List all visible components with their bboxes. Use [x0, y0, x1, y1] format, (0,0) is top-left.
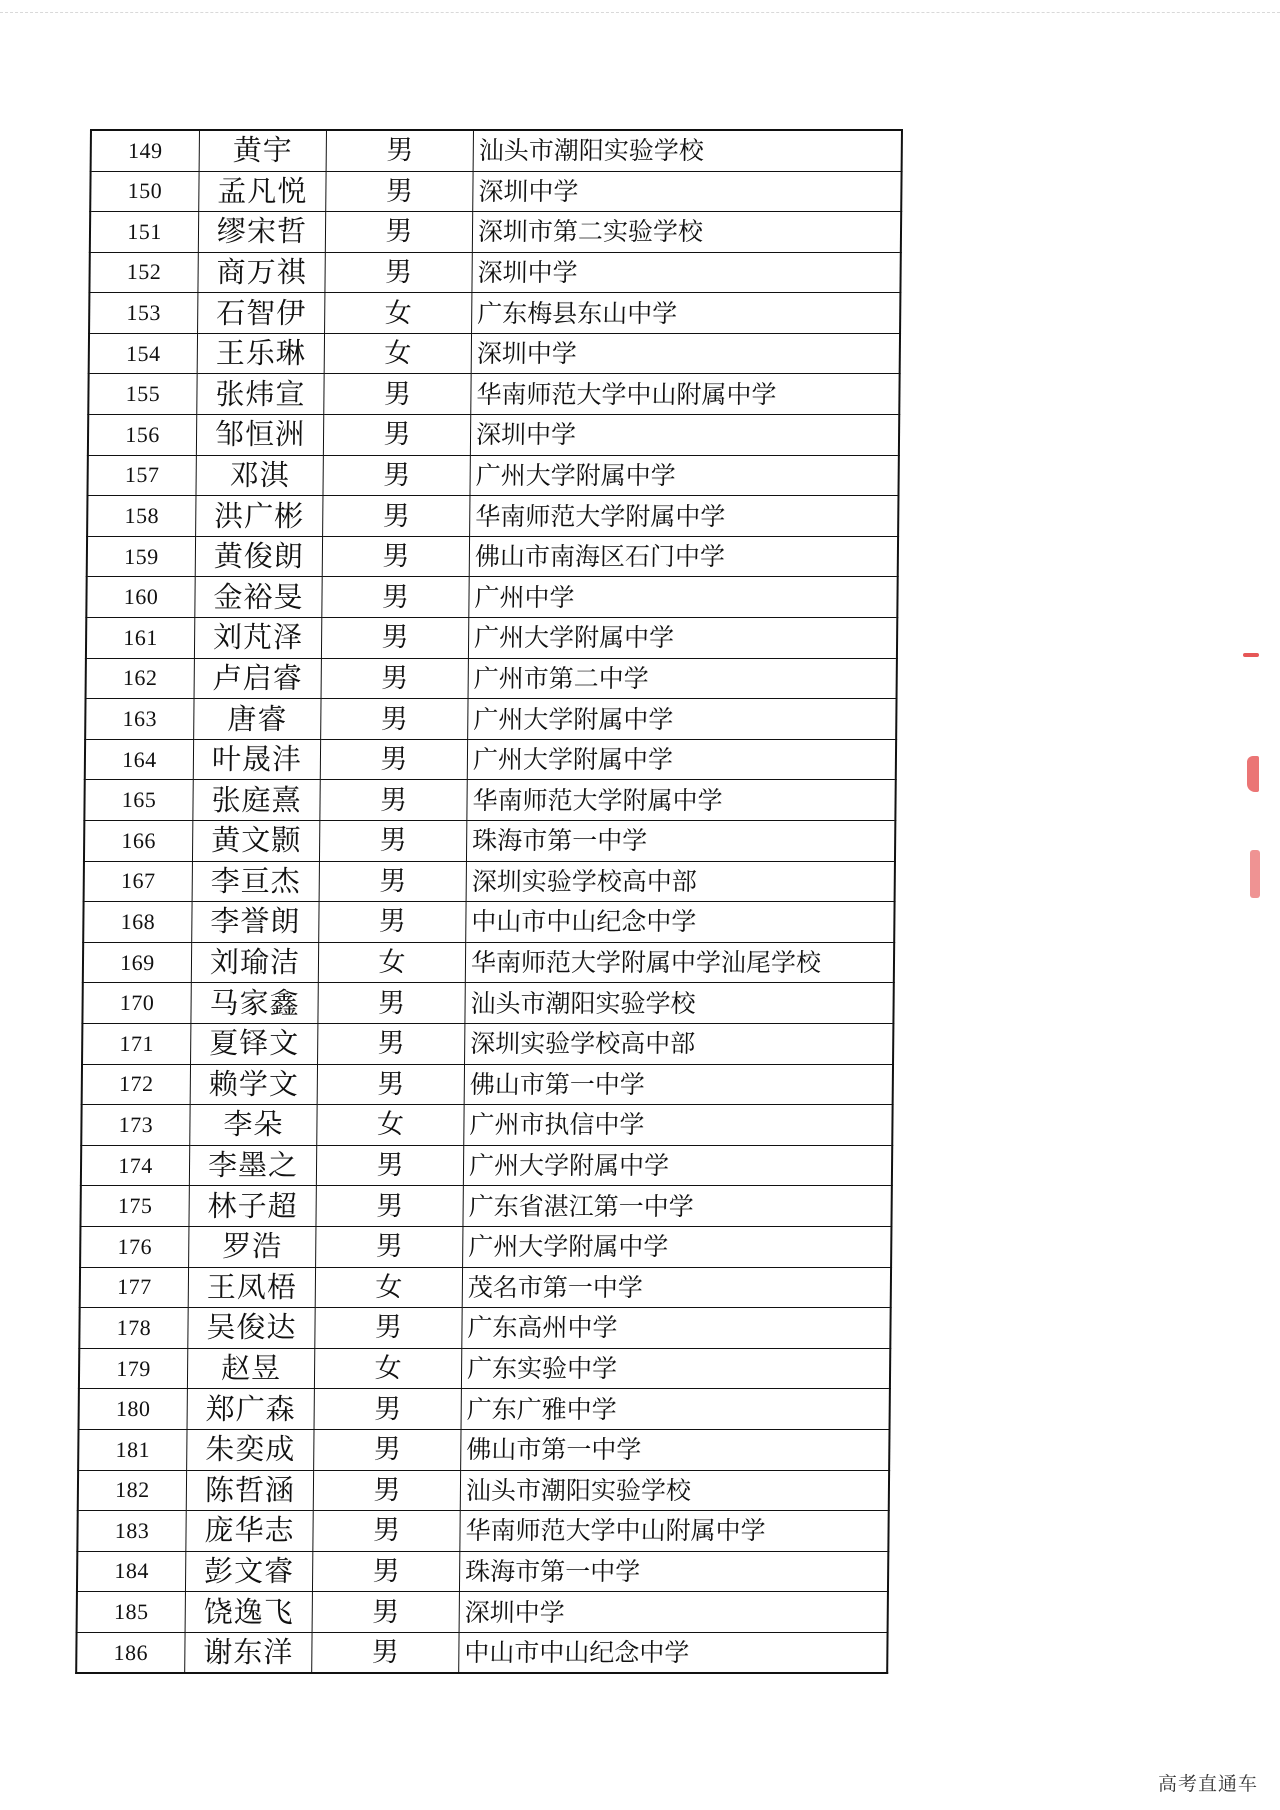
student-name-cell: 陈哲涵 — [186, 1470, 313, 1511]
table-row — [81, 1105, 892, 1146]
row-number-cell: 178 — [79, 1308, 188, 1349]
school-cell: 广州大学附属中学 — [463, 1226, 892, 1267]
student-name-cell: 缪宋哲 — [198, 212, 325, 253]
student-name-cell: 黄宇 — [199, 130, 326, 171]
gender-cell: 男 — [316, 1226, 463, 1267]
student-name-cell: 夏铎文 — [191, 1023, 318, 1064]
gender-cell: 男 — [319, 821, 466, 862]
gender-cell: 女 — [317, 1105, 464, 1146]
school-cell: 广州大学附属中学 — [463, 1145, 892, 1186]
student-name-cell: 林子超 — [189, 1186, 316, 1227]
row-number-cell: 174 — [81, 1145, 190, 1186]
school-cell: 汕头市潮阳实验学校 — [473, 130, 902, 171]
gender-cell: 男 — [324, 374, 471, 415]
table-row — [79, 1308, 890, 1349]
school-cell: 佛山市南海区石门中学 — [469, 536, 898, 577]
school-cell: 深圳中学 — [473, 171, 902, 212]
gender-cell: 男 — [313, 1511, 460, 1552]
row-number-cell: 184 — [77, 1551, 186, 1592]
table-row — [81, 1145, 892, 1186]
scan-edge-line — [0, 12, 1280, 13]
school-cell: 广东梅县东山中学 — [472, 293, 901, 334]
school-cell: 珠海市第一中学 — [466, 821, 895, 862]
row-number-cell: 165 — [84, 780, 193, 821]
table-row — [78, 1429, 889, 1470]
gender-cell: 男 — [321, 658, 468, 699]
school-cell: 广州大学附属中学 — [468, 699, 897, 740]
student-name-cell: 黄俊朗 — [195, 536, 322, 577]
table-row — [82, 1064, 893, 1105]
table-row — [77, 1592, 888, 1633]
school-cell: 深圳市第二实验学校 — [472, 212, 901, 253]
gender-cell: 男 — [316, 1145, 463, 1186]
gender-cell: 女 — [315, 1267, 462, 1308]
gender-cell: 男 — [326, 130, 473, 171]
gender-cell: 男 — [323, 496, 470, 537]
student-name-cell: 洪广彬 — [196, 496, 323, 537]
student-name-cell: 王凤梧 — [188, 1267, 315, 1308]
gender-cell: 女 — [324, 333, 471, 374]
gender-cell: 女 — [314, 1348, 461, 1389]
table-row — [77, 1551, 888, 1592]
row-number-cell: 166 — [84, 821, 193, 862]
table-row — [85, 699, 896, 740]
table-row — [80, 1226, 891, 1267]
student-name-cell: 李墨之 — [189, 1145, 316, 1186]
row-number-cell: 158 — [87, 496, 196, 537]
red-stamp-fragment — [1243, 653, 1259, 657]
gender-cell: 男 — [325, 212, 472, 253]
row-number-cell: 160 — [86, 577, 195, 618]
gender-cell: 男 — [319, 861, 466, 902]
row-number-cell: 179 — [79, 1348, 188, 1389]
row-number-cell: 169 — [83, 942, 192, 983]
gender-cell: 男 — [317, 1064, 464, 1105]
row-number-cell: 172 — [82, 1064, 191, 1105]
school-cell: 华南师范大学附属中学 — [470, 496, 899, 537]
row-number-cell: 162 — [86, 658, 195, 699]
table-row — [90, 212, 901, 253]
student-name-cell: 孟凡悦 — [199, 171, 326, 212]
table-row — [80, 1267, 891, 1308]
student-name-cell: 李亘杰 — [192, 861, 319, 902]
gender-cell: 男 — [321, 699, 468, 740]
table-row — [80, 1186, 891, 1227]
student-name-cell: 石智伊 — [198, 293, 325, 334]
student-name-cell: 李朵 — [190, 1105, 317, 1146]
table-row — [88, 415, 899, 456]
row-number-cell: 156 — [88, 415, 197, 456]
roster-body — [76, 130, 902, 1673]
gender-cell: 男 — [312, 1592, 459, 1633]
school-cell: 深圳实验学校高中部 — [466, 861, 895, 902]
school-cell: 华南师范大学附属中学汕尾学校 — [465, 942, 894, 983]
row-number-cell: 159 — [87, 536, 196, 577]
student-name-cell: 金裕旻 — [195, 577, 322, 618]
school-cell: 深圳中学 — [471, 333, 900, 374]
school-cell: 广东广雅中学 — [461, 1389, 890, 1430]
table-row — [78, 1470, 889, 1511]
gender-cell: 男 — [318, 983, 465, 1024]
gender-cell: 男 — [314, 1429, 461, 1470]
row-number-cell: 182 — [78, 1470, 187, 1511]
table-row — [86, 658, 897, 699]
student-name-cell: 朱奕成 — [187, 1429, 314, 1470]
gender-cell: 女 — [325, 293, 472, 334]
row-number-cell: 164 — [85, 739, 194, 780]
row-number-cell: 155 — [88, 374, 197, 415]
red-stamp-fragment — [1247, 756, 1259, 792]
row-number-cell: 152 — [89, 252, 198, 293]
student-name-cell: 谢东洋 — [185, 1632, 312, 1673]
school-cell: 中山市中山纪念中学 — [459, 1632, 888, 1673]
table-row — [89, 252, 900, 293]
student-name-cell: 李誉朗 — [192, 902, 319, 943]
gender-cell: 男 — [321, 618, 468, 659]
school-cell: 中山市中山纪念中学 — [466, 902, 895, 943]
table-row — [83, 902, 894, 943]
school-cell: 广州市执信中学 — [464, 1105, 893, 1146]
table-row — [84, 821, 895, 862]
student-name-cell: 赵昱 — [187, 1348, 314, 1389]
row-number-cell: 168 — [83, 902, 192, 943]
school-cell: 广东实验中学 — [461, 1348, 890, 1389]
table-row — [87, 455, 898, 496]
gender-cell: 男 — [322, 536, 469, 577]
gender-cell: 男 — [312, 1551, 459, 1592]
student-name-cell: 刘芃泽 — [194, 618, 321, 659]
gender-cell: 男 — [316, 1186, 463, 1227]
table-row — [77, 1511, 888, 1552]
row-number-cell: 176 — [80, 1226, 189, 1267]
school-cell: 广东高州中学 — [462, 1308, 891, 1349]
student-name-cell: 卢启睿 — [194, 658, 321, 699]
table-row — [90, 171, 901, 212]
table-row — [88, 374, 899, 415]
row-number-cell: 154 — [89, 333, 198, 374]
table-row — [79, 1389, 890, 1430]
gender-cell: 男 — [312, 1632, 459, 1673]
table-row — [89, 293, 900, 334]
table-row — [82, 1023, 893, 1064]
school-cell: 广东省湛江第一中学 — [463, 1186, 892, 1227]
school-cell: 华南师范大学中山附属中学 — [460, 1511, 889, 1552]
row-number-cell: 167 — [84, 861, 193, 902]
gender-cell: 男 — [320, 780, 467, 821]
gender-cell: 男 — [323, 455, 470, 496]
student-name-cell: 彭文睿 — [185, 1551, 312, 1592]
student-name-cell: 郑广森 — [187, 1389, 314, 1430]
gender-cell: 男 — [318, 1023, 465, 1064]
student-name-cell: 商万祺 — [198, 252, 325, 293]
table-row — [87, 496, 898, 537]
school-cell: 佛山市第一中学 — [461, 1429, 890, 1470]
gender-cell: 男 — [322, 577, 469, 618]
row-number-cell: 173 — [81, 1105, 190, 1146]
row-number-cell: 183 — [77, 1511, 186, 1552]
school-cell: 茂名市第一中学 — [462, 1267, 891, 1308]
student-roster-table — [75, 129, 903, 1674]
student-name-cell: 饶逸飞 — [185, 1592, 312, 1633]
watermark-text: 高考直通车 — [1157, 1773, 1258, 1795]
row-number-cell: 177 — [80, 1267, 189, 1308]
row-number-cell: 185 — [77, 1592, 186, 1633]
row-number-cell: 150 — [90, 171, 199, 212]
school-cell: 广州大学附属中学 — [468, 618, 897, 659]
school-cell: 深圳中学 — [472, 252, 901, 293]
table-row — [86, 577, 897, 618]
gender-cell: 男 — [313, 1470, 460, 1511]
gender-cell: 男 — [319, 902, 466, 943]
row-number-cell: 161 — [86, 618, 195, 659]
table-row — [85, 739, 896, 780]
table-row — [89, 333, 900, 374]
row-number-cell: 171 — [82, 1023, 191, 1064]
school-cell: 深圳中学 — [470, 415, 899, 456]
student-name-cell: 张庭熹 — [193, 780, 320, 821]
school-cell: 华南师范大学附属中学 — [467, 780, 896, 821]
gender-cell: 男 — [325, 252, 472, 293]
student-name-cell: 赖学文 — [190, 1064, 317, 1105]
student-name-cell: 庞华志 — [186, 1511, 313, 1552]
student-name-cell: 唐睿 — [194, 699, 321, 740]
student-name-cell: 马家鑫 — [191, 983, 318, 1024]
student-name-cell: 吴俊达 — [188, 1308, 315, 1349]
table-row — [84, 780, 895, 821]
school-cell: 深圳中学 — [459, 1592, 888, 1633]
table-row — [87, 536, 898, 577]
row-number-cell: 186 — [76, 1632, 185, 1673]
student-name-cell: 王乐琳 — [197, 333, 324, 374]
row-number-cell: 180 — [79, 1389, 188, 1430]
gender-cell: 男 — [320, 739, 467, 780]
school-cell: 珠海市第一中学 — [459, 1551, 888, 1592]
gender-cell: 女 — [318, 942, 465, 983]
gender-cell: 男 — [326, 171, 473, 212]
student-name-cell: 叶晟沣 — [193, 739, 320, 780]
row-number-cell: 170 — [82, 983, 191, 1024]
school-cell: 汕头市潮阳实验学校 — [460, 1470, 889, 1511]
gender-cell: 男 — [323, 415, 470, 456]
row-number-cell: 153 — [89, 293, 198, 334]
row-number-cell: 181 — [78, 1429, 187, 1470]
student-name-cell: 张炜宣 — [197, 374, 324, 415]
table-row — [84, 861, 895, 902]
school-cell: 广州中学 — [469, 577, 898, 618]
table-row — [82, 983, 893, 1024]
school-cell: 佛山市第一中学 — [464, 1064, 893, 1105]
student-name-cell: 罗浩 — [189, 1226, 316, 1267]
table-row — [79, 1348, 890, 1389]
school-cell: 广州大学附属中学 — [470, 455, 899, 496]
gender-cell: 男 — [314, 1389, 461, 1430]
school-cell: 深圳实验学校高中部 — [465, 1023, 894, 1064]
school-cell: 华南师范大学中山附属中学 — [471, 374, 900, 415]
table-row — [83, 942, 894, 983]
red-stamp-fragment — [1250, 850, 1260, 898]
student-name-cell: 刘瑜洁 — [191, 942, 318, 983]
student-name-cell: 邓淇 — [196, 455, 323, 496]
row-number-cell: 157 — [87, 455, 196, 496]
row-number-cell: 175 — [80, 1186, 189, 1227]
school-cell: 广州大学附属中学 — [467, 739, 896, 780]
student-name-cell: 邹恒洲 — [196, 415, 323, 456]
table-row — [86, 618, 897, 659]
gender-cell: 男 — [315, 1308, 462, 1349]
table-row — [91, 130, 902, 171]
table-row — [76, 1632, 887, 1673]
row-number-cell: 149 — [91, 130, 200, 171]
row-number-cell: 163 — [85, 699, 194, 740]
school-cell: 广州市第二中学 — [468, 658, 897, 699]
student-name-cell: 黄文颢 — [192, 821, 319, 862]
row-number-cell: 151 — [90, 212, 199, 253]
school-cell: 汕头市潮阳实验学校 — [465, 983, 894, 1024]
